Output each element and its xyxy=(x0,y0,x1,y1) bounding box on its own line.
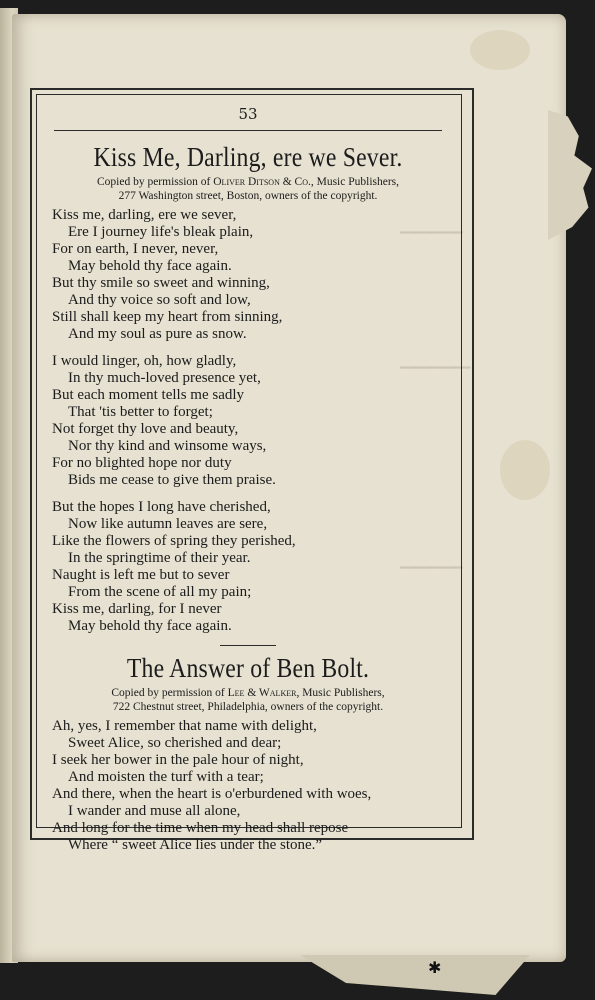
verse-line: And long for the time when my head shall repose xyxy=(52,820,349,836)
publisher-name: Oliver Ditson & Co. xyxy=(213,176,311,188)
verse-line: Not forget thy love and beauty, xyxy=(52,421,239,437)
credit-rest: , Music Publishers, xyxy=(310,176,400,188)
credit-prefix: Copied by permission of xyxy=(96,176,214,188)
page-curl xyxy=(300,955,530,995)
header-rule xyxy=(54,130,442,131)
verse-line: May behold thy face again. xyxy=(68,618,232,634)
stanza xyxy=(50,499,446,635)
song-divider xyxy=(220,645,276,646)
verse-line: Ere I journey life's bleak plain, xyxy=(68,224,254,240)
copyright-address: 722 Chestnut street, Philadelphia, owners of the copyright. xyxy=(112,701,384,713)
song-title: Kiss Me, Darling, ere we Sever. xyxy=(93,142,403,172)
verse-line: Sweet Alice, so cherished and dear; xyxy=(68,735,282,751)
song-kiss-me-darling xyxy=(50,141,446,635)
verse-line: I would linger, oh, how gladly, xyxy=(52,353,237,369)
publisher-name: Lee & Walker xyxy=(227,687,297,699)
verse-line: Ah, yes, I remember that name with delight, xyxy=(52,718,317,734)
verse-line: In thy much-loved presence yet, xyxy=(68,370,261,386)
verse-line: Still shall keep my heart from sinning, xyxy=(52,309,283,325)
verse-line: But thy smile so sweet and winning, xyxy=(52,275,270,291)
verse-line: Kiss me, darling, ere we sever, xyxy=(52,207,237,223)
stanza xyxy=(50,207,446,343)
song-title: The Answer of Ben Bolt. xyxy=(126,653,370,683)
verse-line: Nor thy kind and winsome ways, xyxy=(68,438,267,454)
verse-line: For no blighted hope nor duty xyxy=(52,455,232,471)
verse-line: Like the flowers of spring they perished, xyxy=(52,533,296,549)
copyright-credit xyxy=(50,686,446,700)
verse-line: Kiss me, darling, for I never xyxy=(52,601,222,617)
verse-line: For on earth, I never, never, xyxy=(52,241,219,257)
paper-stain xyxy=(500,440,550,500)
verse-line: From the scene of all my pain; xyxy=(68,584,252,600)
verse-line: And thy voice so soft and low, xyxy=(68,292,251,308)
verse-line: And moisten the turf with a tear; xyxy=(68,769,264,785)
verse-line: Naught is left me but to sever xyxy=(52,567,230,583)
verse-line: Where “ sweet Alice lies under the stone.” xyxy=(68,837,323,853)
song-answer-of-ben-bolt xyxy=(50,652,446,854)
copyright-address: 277 Washington street, Boston, owners of the copyright. xyxy=(118,190,378,202)
ink-blot-icon: ✱ xyxy=(428,958,442,977)
verse-line: That 'tis better to forget; xyxy=(68,404,213,420)
verse-line: In the springtime of their year. xyxy=(68,550,251,566)
paper-stain xyxy=(470,30,530,70)
copyright-credit xyxy=(50,175,446,189)
page-content xyxy=(50,104,446,864)
show-through-text: ━━━━━━━━━ xyxy=(400,360,471,375)
stanza xyxy=(50,718,446,854)
verse-line: I wander and muse all alone, xyxy=(68,803,241,819)
credit-prefix: Copied by permission of xyxy=(111,687,228,699)
verse-line: And there, when the heart is o'erburdened with woes, xyxy=(52,786,372,802)
verse-line: Bids me cease to give them praise. xyxy=(68,472,276,488)
stanza xyxy=(50,353,446,489)
verse-line: I seek her bower in the pale hour of night, xyxy=(52,752,304,768)
verse-line: Now like autumn leaves are sere, xyxy=(68,516,268,532)
show-through-text: ━━━━━━━━ xyxy=(400,560,463,575)
verse-line: And my soul as pure as snow. xyxy=(68,326,247,342)
show-through-text: ━━━━━━━━ xyxy=(400,225,463,240)
verse-line: But the hopes I long have cherished, xyxy=(52,499,271,515)
torn-page-edge xyxy=(548,110,592,240)
verse-line: May behold thy face again. xyxy=(68,258,232,274)
verse-line: But each moment tells me sadly xyxy=(52,387,245,403)
page-number: 53 xyxy=(238,105,258,123)
credit-rest: , Music Publishers, xyxy=(296,687,385,699)
